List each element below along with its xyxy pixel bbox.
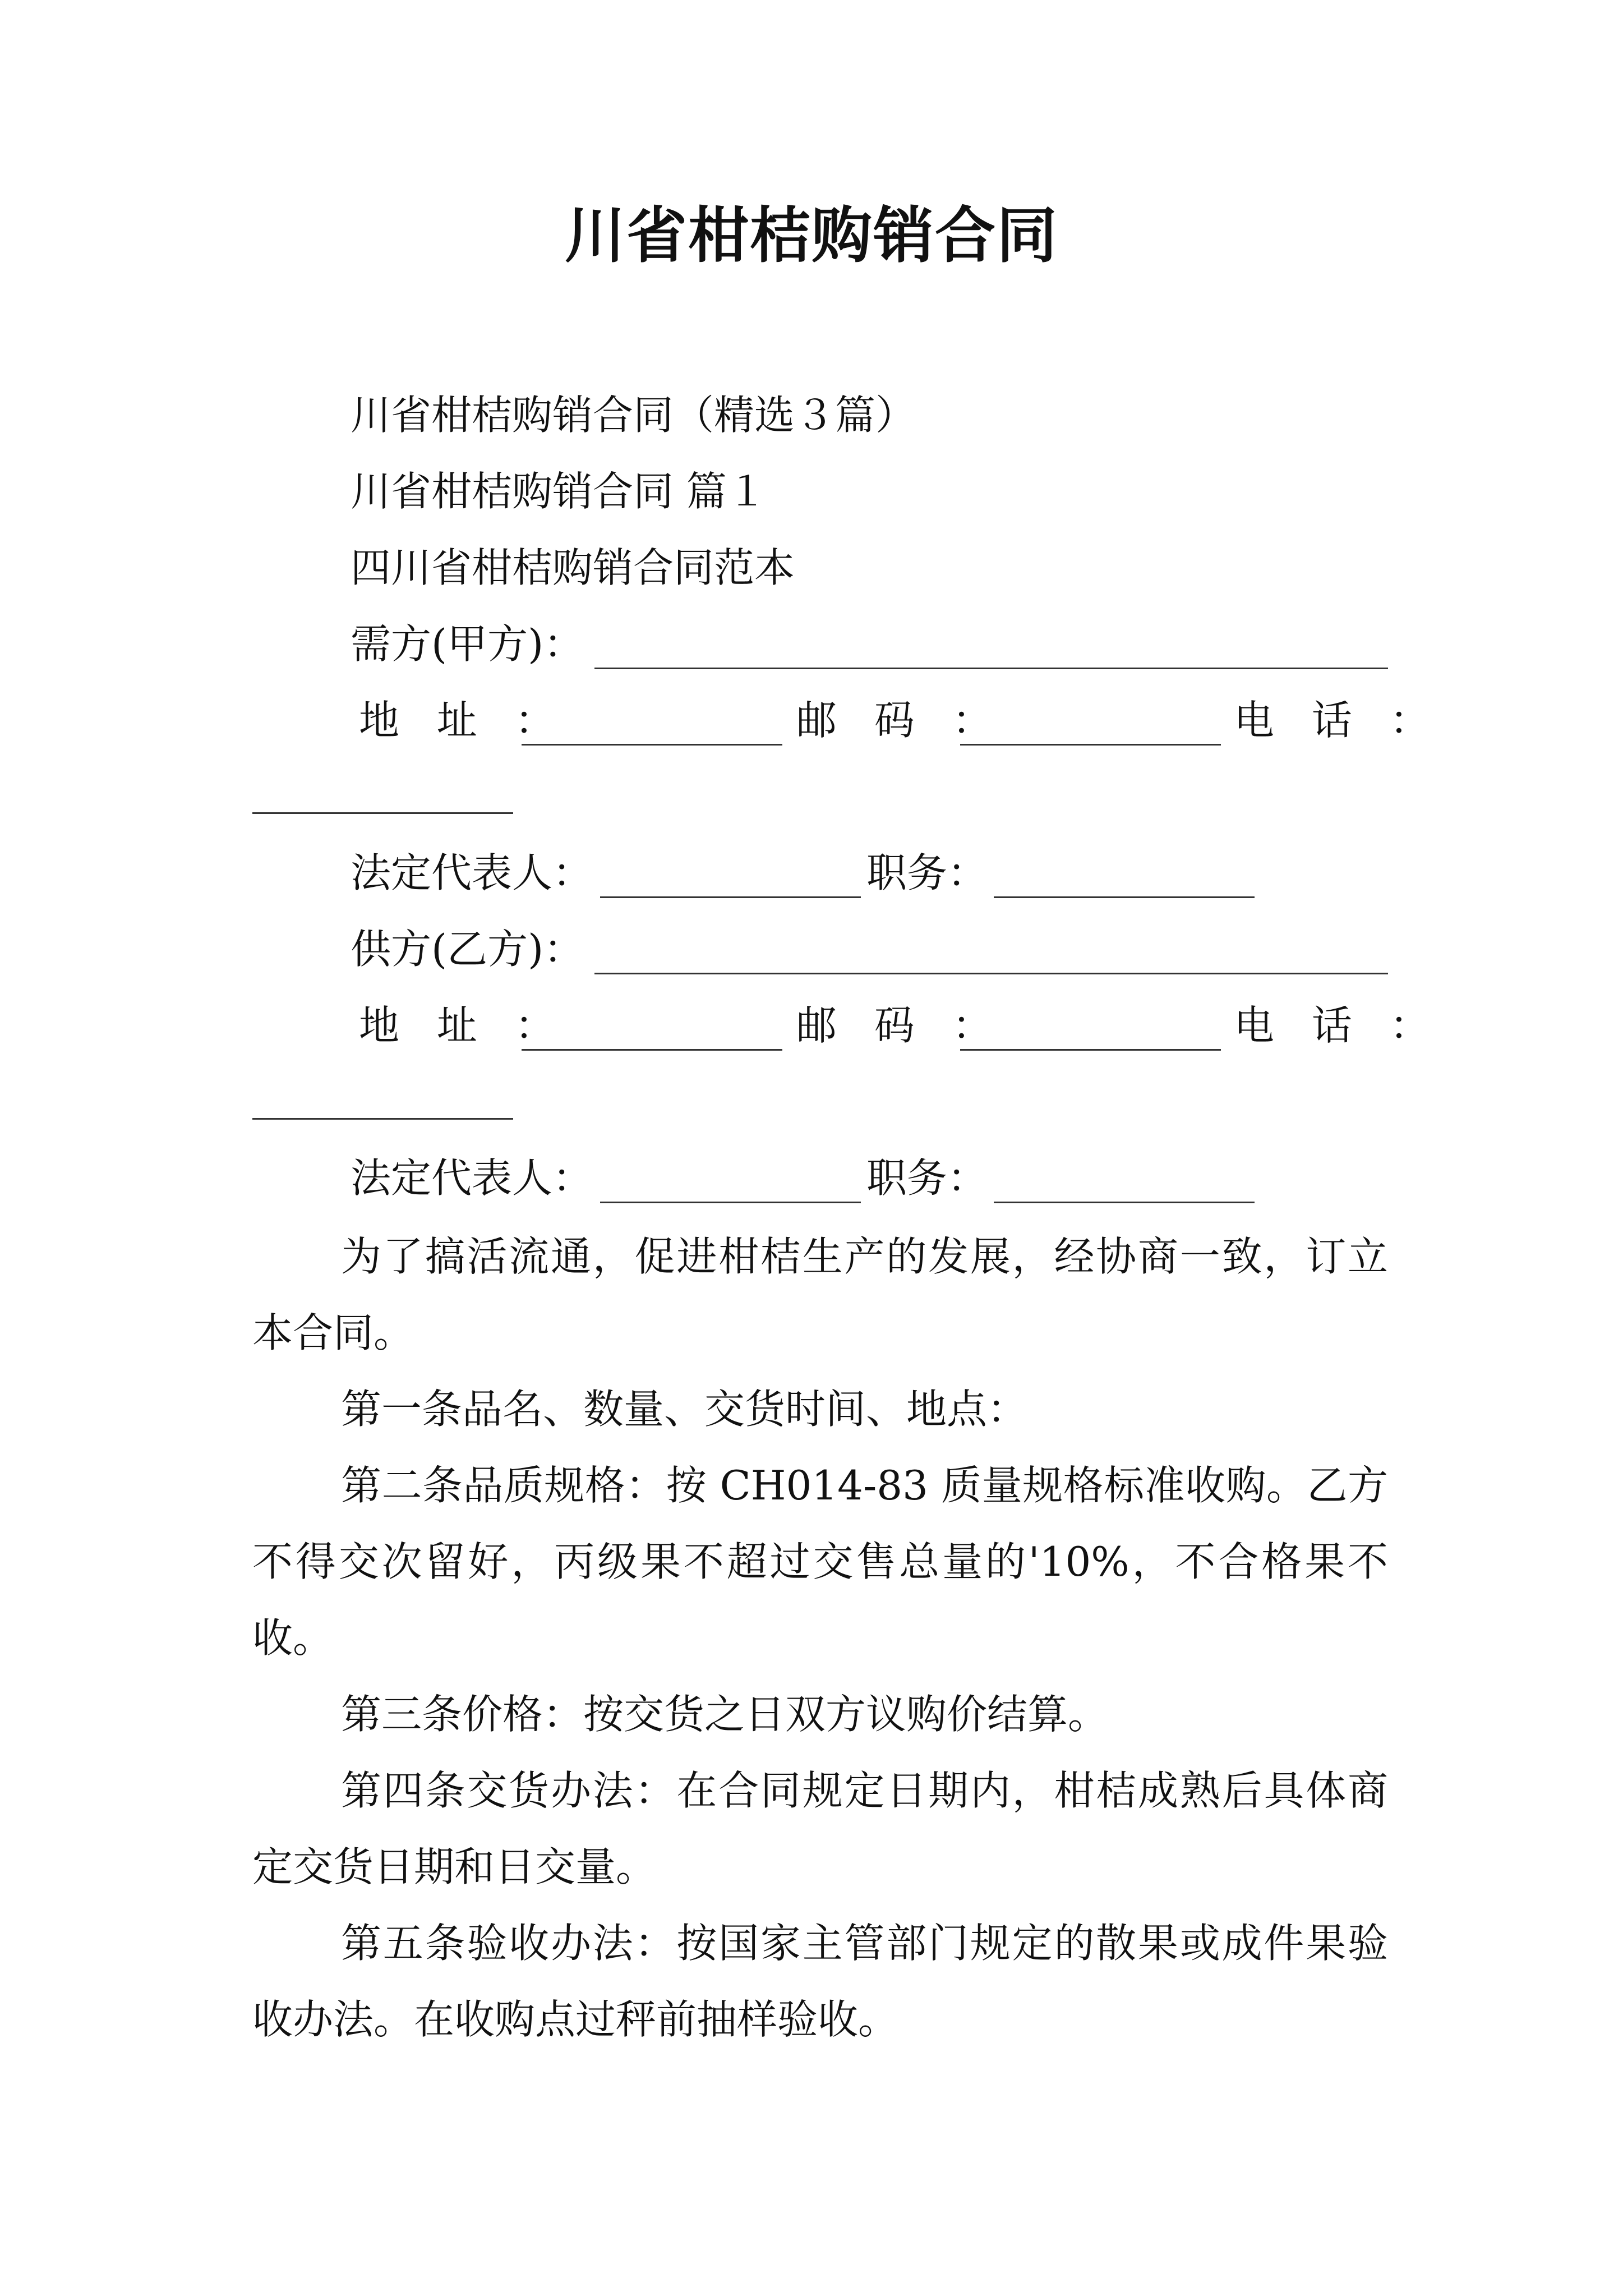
paragraph-clause-5: 第五条验收办法：按国家主管部门规定的散果或成件果验收办法。在收购点过秤前抽样验收。 — [252, 1920, 1388, 2043]
buyer-address-field — [522, 692, 782, 746]
seller-rep-field — [600, 1150, 861, 1203]
paragraph-clause-2: 第二条品质规格：按 CH014-83 质量规格标准收购。乙方不得交次留好，丙级果不超过交售总量的'10%，不合格果不收。 — [252, 1462, 1388, 1662]
paragraph-intro: 为了搞活流通，促进柑桔生产的发展，经协商一致，订立本合同。 — [252, 1233, 1388, 1356]
buyer-name-field — [594, 616, 1388, 669]
seller-phone-label: 电 话 ： — [1234, 1002, 1442, 1049]
seller-postcode-label: 邮 码 ： — [796, 1002, 1005, 1049]
seller-address-label: 地 址 ： — [359, 1002, 568, 1049]
buyer-rep-field — [600, 845, 861, 898]
seller-postcode-field — [960, 997, 1221, 1051]
buyer-address-label: 地 址 ： — [359, 697, 568, 744]
part-heading: 川省柑桔购销合同 篇１ — [351, 468, 767, 515]
buyer-title-label: 职务： — [866, 849, 988, 896]
subtitle-line: 川省柑桔购销合同（精选３篇） — [351, 392, 916, 439]
seller-address-field — [522, 997, 782, 1051]
buyer-label: 需方(甲方)： — [351, 620, 584, 668]
buyer-phone-field — [252, 812, 513, 814]
buyer-postcode-field — [960, 692, 1221, 746]
seller-rep-label: 法定代表人： — [351, 1154, 593, 1202]
seller-phone-field — [252, 1118, 513, 1120]
seller-name-field — [594, 921, 1388, 974]
template-heading: 四川省柑桔购销合同范本 — [351, 544, 795, 591]
document-title: 川省柑桔购销合同 — [564, 200, 1058, 271]
paragraph-clause-3: 第三条价格：按交货之日双方议购价结算。 — [341, 1691, 1109, 1738]
paragraph-clause-4: 第四条交货办法：在合同规定日期内，柑桔成熟后具体商定交货日期和日交量。 — [252, 1767, 1388, 1890]
paragraph-clause-1: 第一条品名、数量、交货时间、地点： — [341, 1386, 1028, 1433]
buyer-postcode-label: 邮 码 ： — [796, 697, 1005, 744]
buyer-title-field — [994, 845, 1255, 898]
buyer-rep-label: 法定代表人： — [351, 849, 593, 896]
seller-title-field — [994, 1150, 1255, 1203]
seller-title-label: 职务： — [866, 1154, 988, 1202]
buyer-phone-label: 电 话 ： — [1234, 697, 1442, 744]
seller-label: 供方(乙方)： — [351, 926, 584, 973]
